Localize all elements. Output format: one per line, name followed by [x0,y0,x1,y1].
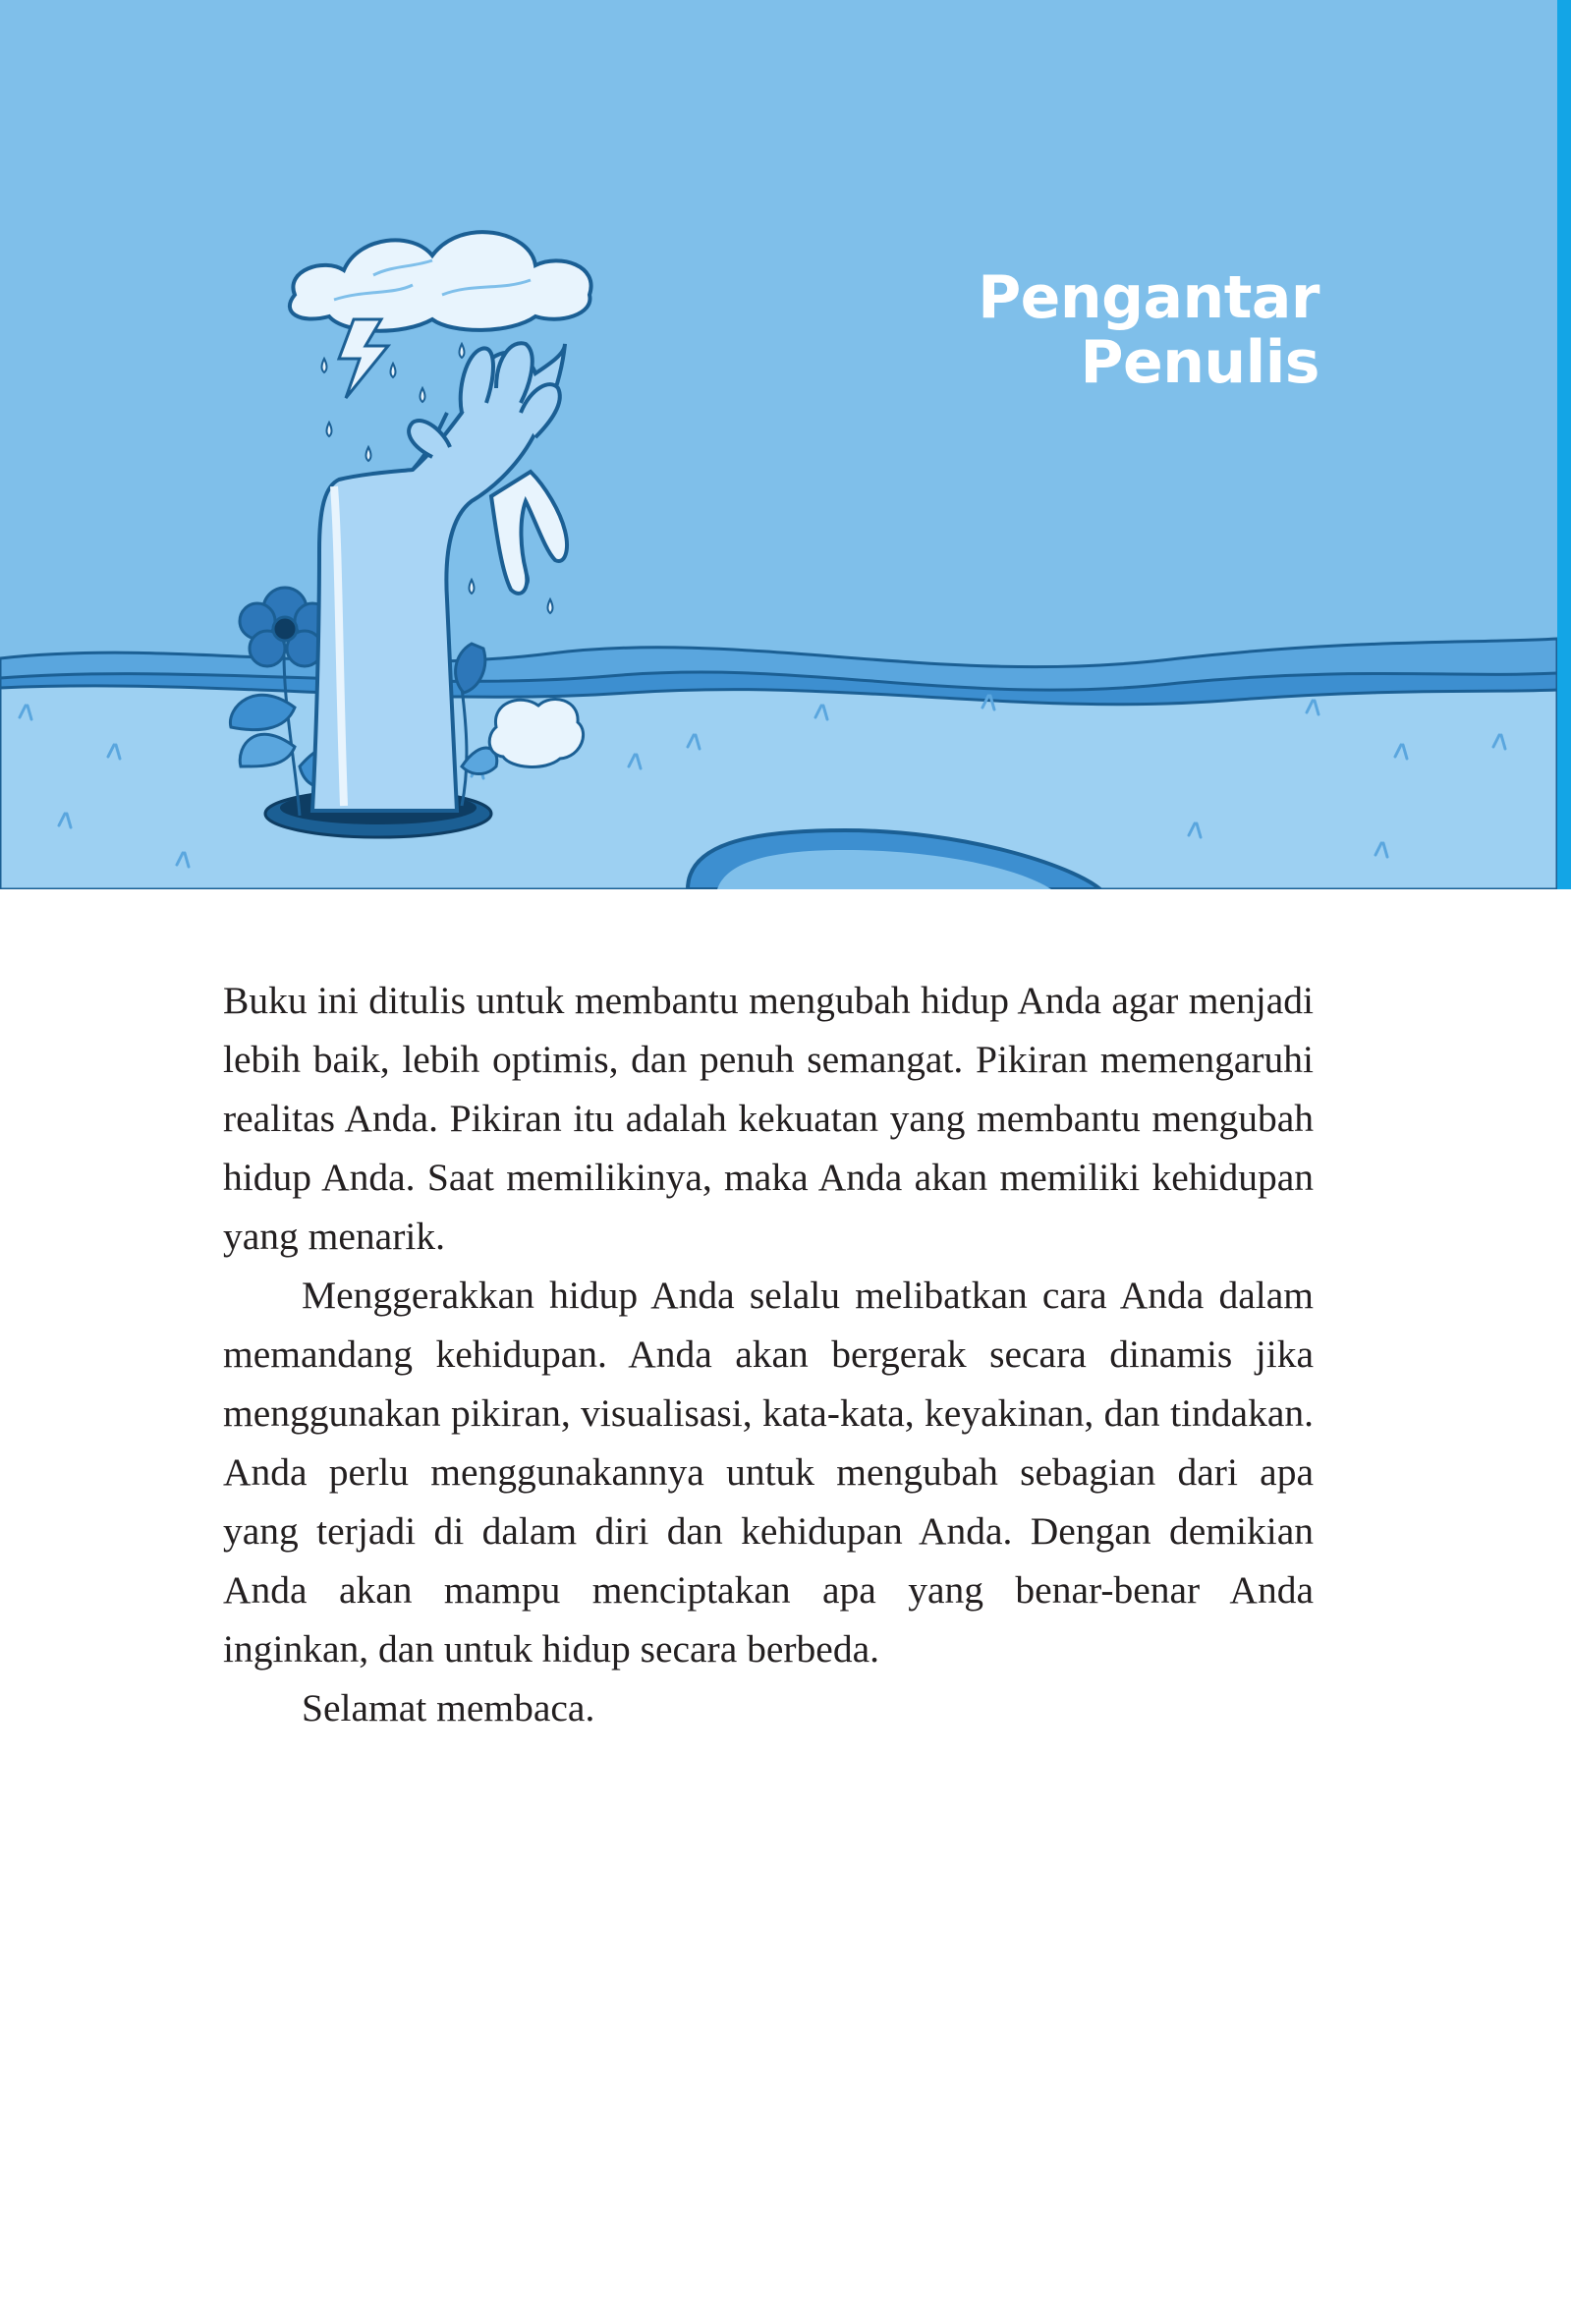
storm-cloud [290,232,591,331]
edge-stripe [1557,0,1571,889]
header-banner [0,0,1571,889]
paragraph-3: Selamat membaca. [302,1686,595,1729]
hand-storm-illustration [0,0,1557,889]
body-text [223,971,1314,1737]
chapter-title: Pengantar Penulis [978,263,1319,397]
paragraph-2: Menggerakkan hidup Anda selalu melibatkan cara Anda dalam memandang kehidupan. Anda akan bergerak secara dinamis jika menggunakan pikiran, visualisasi, kata-kata, keyakinan, dan tindakan. Anda perlu menggunakannya untuk mengubah sebagian dari apa yang terjadi di dalam diri dan kehidupan Anda. Dengan demikian Anda akan mampu menciptakan apa yang benar-benar Anda inginkan, dan untuk hidup secara berbeda. [223,1274,1314,1671]
paragraph-1: Buku ini ditulis untuk membantu mengubah hidup Anda agar menjadi lebih baik, lebih optimis, dan penuh semangat. Pikiran memengaruhi realitas Anda. Pikiran itu adalah kekuatan yang membantu mengubah hidup Anda. Saat memilikinya, maka Anda akan memiliki kehidupan yang menarik. [223,979,1314,1258]
water-splash [489,700,583,767]
